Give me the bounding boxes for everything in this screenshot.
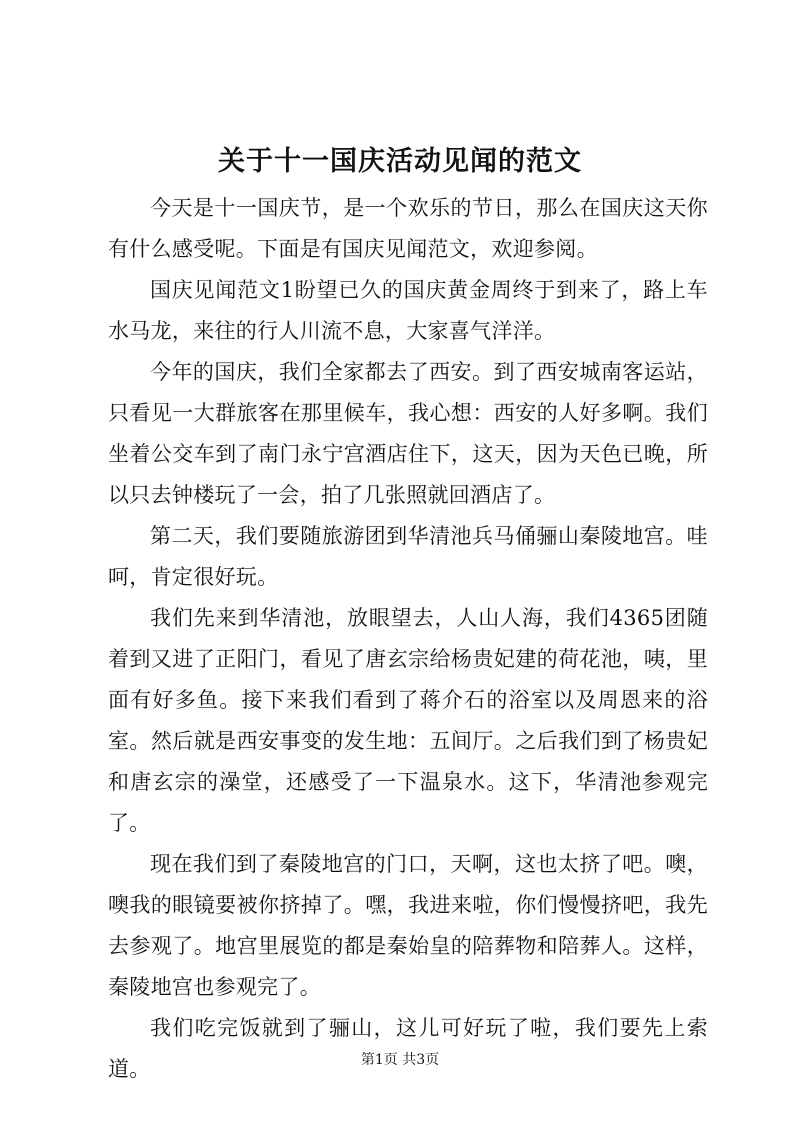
paragraph-5: 我们先来到华清池，放眼望去，人山人海，我们4365团随着到又进了正阳门，看见了唐玄宗给杨贵妃建的荷花池，咦，里面有好多鱼。接下来我们看到了蒋介石的浴室以及周恩来的浴室。然后就是西安事变的发生地：五间厅。之后我们到了杨贵妃和唐玄宗的澡堂，还感受了一下温泉水。这下，华清池参观完了。 <box>108 606 708 835</box>
paragraph-1: 今天是十一国庆节，是一个欢乐的节日，那么在国庆这天你有什么感受呢。下面是有国庆见闻范文，欢迎参阅。 <box>108 196 708 261</box>
paragraph-7: 我们吃完饭就到了骊山，这儿可好玩了啦，我们要先上索道。 <box>108 1016 708 1081</box>
paragraph-4: 第二天，我们要随旅游团到华清池兵马俑骊山秦陵地宫。哇呵，肯定很好玩。 <box>108 524 708 589</box>
paragraph-2: 国庆见闻范文1盼望已久的国庆黄金周终于到来了，路上车水马龙，来往的行人川流不息，大家喜气洋洋。 <box>108 278 708 343</box>
document-title: 关于十一国庆活动见闻的范文 <box>218 146 582 177</box>
paragraph-3: 今年的国庆，我们全家都去了西安。到了西安城南客运站，只看见一大群旅客在那里候车，我心想：西安的人好多啊。我们坐着公交车到了南门永宁宫酒店住下，这天，因为天色已晚，所以只去钟楼玩了一会，拍了几张照就回酒店了。 <box>108 360 708 507</box>
document-body <box>108 188 708 1090</box>
page-number-footer: 第1页 共3页 <box>360 1052 440 1068</box>
paragraph-6: 现在我们到了秦陵地宫的门口，天啊，这也太挤了吧。噢，噢我的眼镜要被你挤掉了。嘿，我进来啦，你们慢慢挤吧，我先去参观了。地宫里展览的都是秦始皇的陪葬物和陪葬人。这样，秦陵地宫也参观完了。 <box>108 852 708 999</box>
